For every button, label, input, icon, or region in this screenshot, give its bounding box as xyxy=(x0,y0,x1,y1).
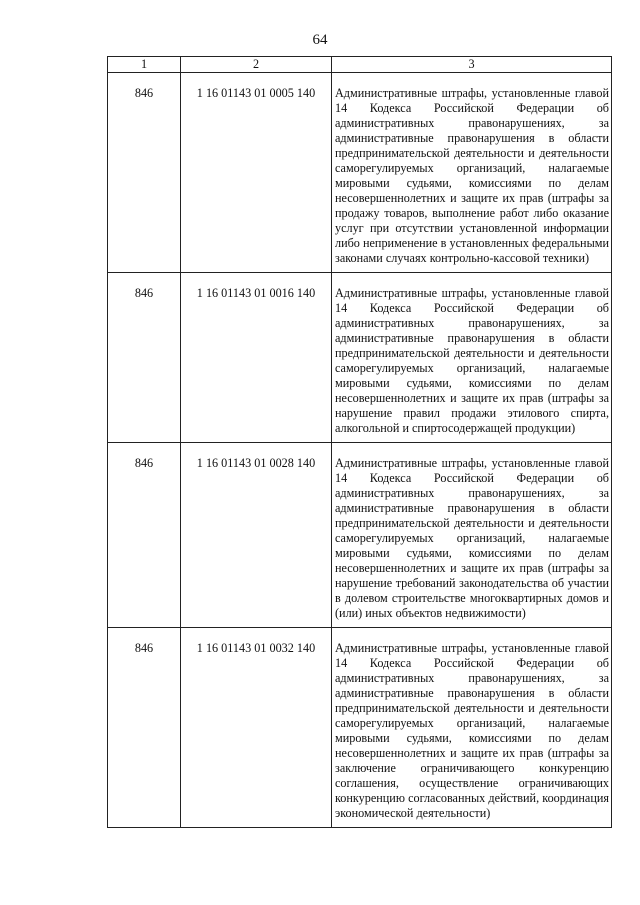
table-header-row xyxy=(108,57,612,73)
kbk-code-cell: 1 16 01143 01 0032 140 xyxy=(181,628,332,828)
kbk-code-cell: 1 16 01143 01 0005 140 xyxy=(181,73,332,273)
admin-code-cell: 846 xyxy=(108,443,181,628)
table-row xyxy=(108,273,612,443)
admin-code-cell: 846 xyxy=(108,628,181,828)
column-header-3: 3 xyxy=(332,57,612,73)
kbk-code-cell: 1 16 01143 01 0016 140 xyxy=(181,273,332,443)
kbk-code-cell: 1 16 01143 01 0028 140 xyxy=(181,443,332,628)
budget-code-table xyxy=(107,56,612,828)
description-cell: Административные штрафы, установленные главой 14 Кодекса Российской Федерации об административных правонарушениях, за административные правонарушения в области предпринимательской деятельности и деятельности саморегулируемых организаций, налагаемые мировыми судьями, комиссиями по делам несовершеннолетних и защите их прав (штрафы за нарушение требований законодательства об участии в долевом строительстве многоквартирных домов и (или) иных объектов недвижимости) xyxy=(332,443,612,628)
table-row xyxy=(108,443,612,628)
description-cell: Административные штрафы, установленные главой 14 Кодекса Российской Федерации об административных правонарушениях, за административные правонарушения в области предпринимательской деятельности и деятельности саморегулируемых организаций, налагаемые мировыми судьями, комиссиями по делам несовершеннолетних и защите их прав (штрафы за заключение ограничивающего конкуренцию соглашения, осуществление ограничивающих конкуренцию согласованных действий, координация экономической деятельности) xyxy=(332,628,612,828)
table-row xyxy=(108,628,612,828)
admin-code-cell: 846 xyxy=(108,73,181,273)
column-header-2: 2 xyxy=(181,57,332,73)
column-header-1: 1 xyxy=(108,57,181,73)
page-number: 64 xyxy=(312,32,328,48)
table-row xyxy=(108,73,612,273)
description-cell: Административные штрафы, установленные главой 14 Кодекса Российской Федерации об административных правонарушениях, за административные правонарушения в области предпринимательской деятельности и деятельности саморегулируемых организаций, налагаемые мировыми судьями, комиссиями по делам несовершеннолетних и защите их прав (штрафы за нарушение правил продажи этилового спирта, алкогольной и спиртосодержащей продукции) xyxy=(332,273,612,443)
admin-code-cell: 846 xyxy=(108,273,181,443)
description-cell: Административные штрафы, установленные главой 14 Кодекса Российской Федерации об административных правонарушениях, за административные правонарушения в области предпринимательской деятельности и деятельности саморегулируемых организаций, налагаемые мировыми судьями, комиссиями по делам несовершеннолетних и защите их прав (штрафы за продажу товаров, выполнение работ либо оказание услуг при отсутствии установленной информации либо неприменение в установленных федеральными законами случаях контрольно-кассовой техники) xyxy=(332,73,612,273)
